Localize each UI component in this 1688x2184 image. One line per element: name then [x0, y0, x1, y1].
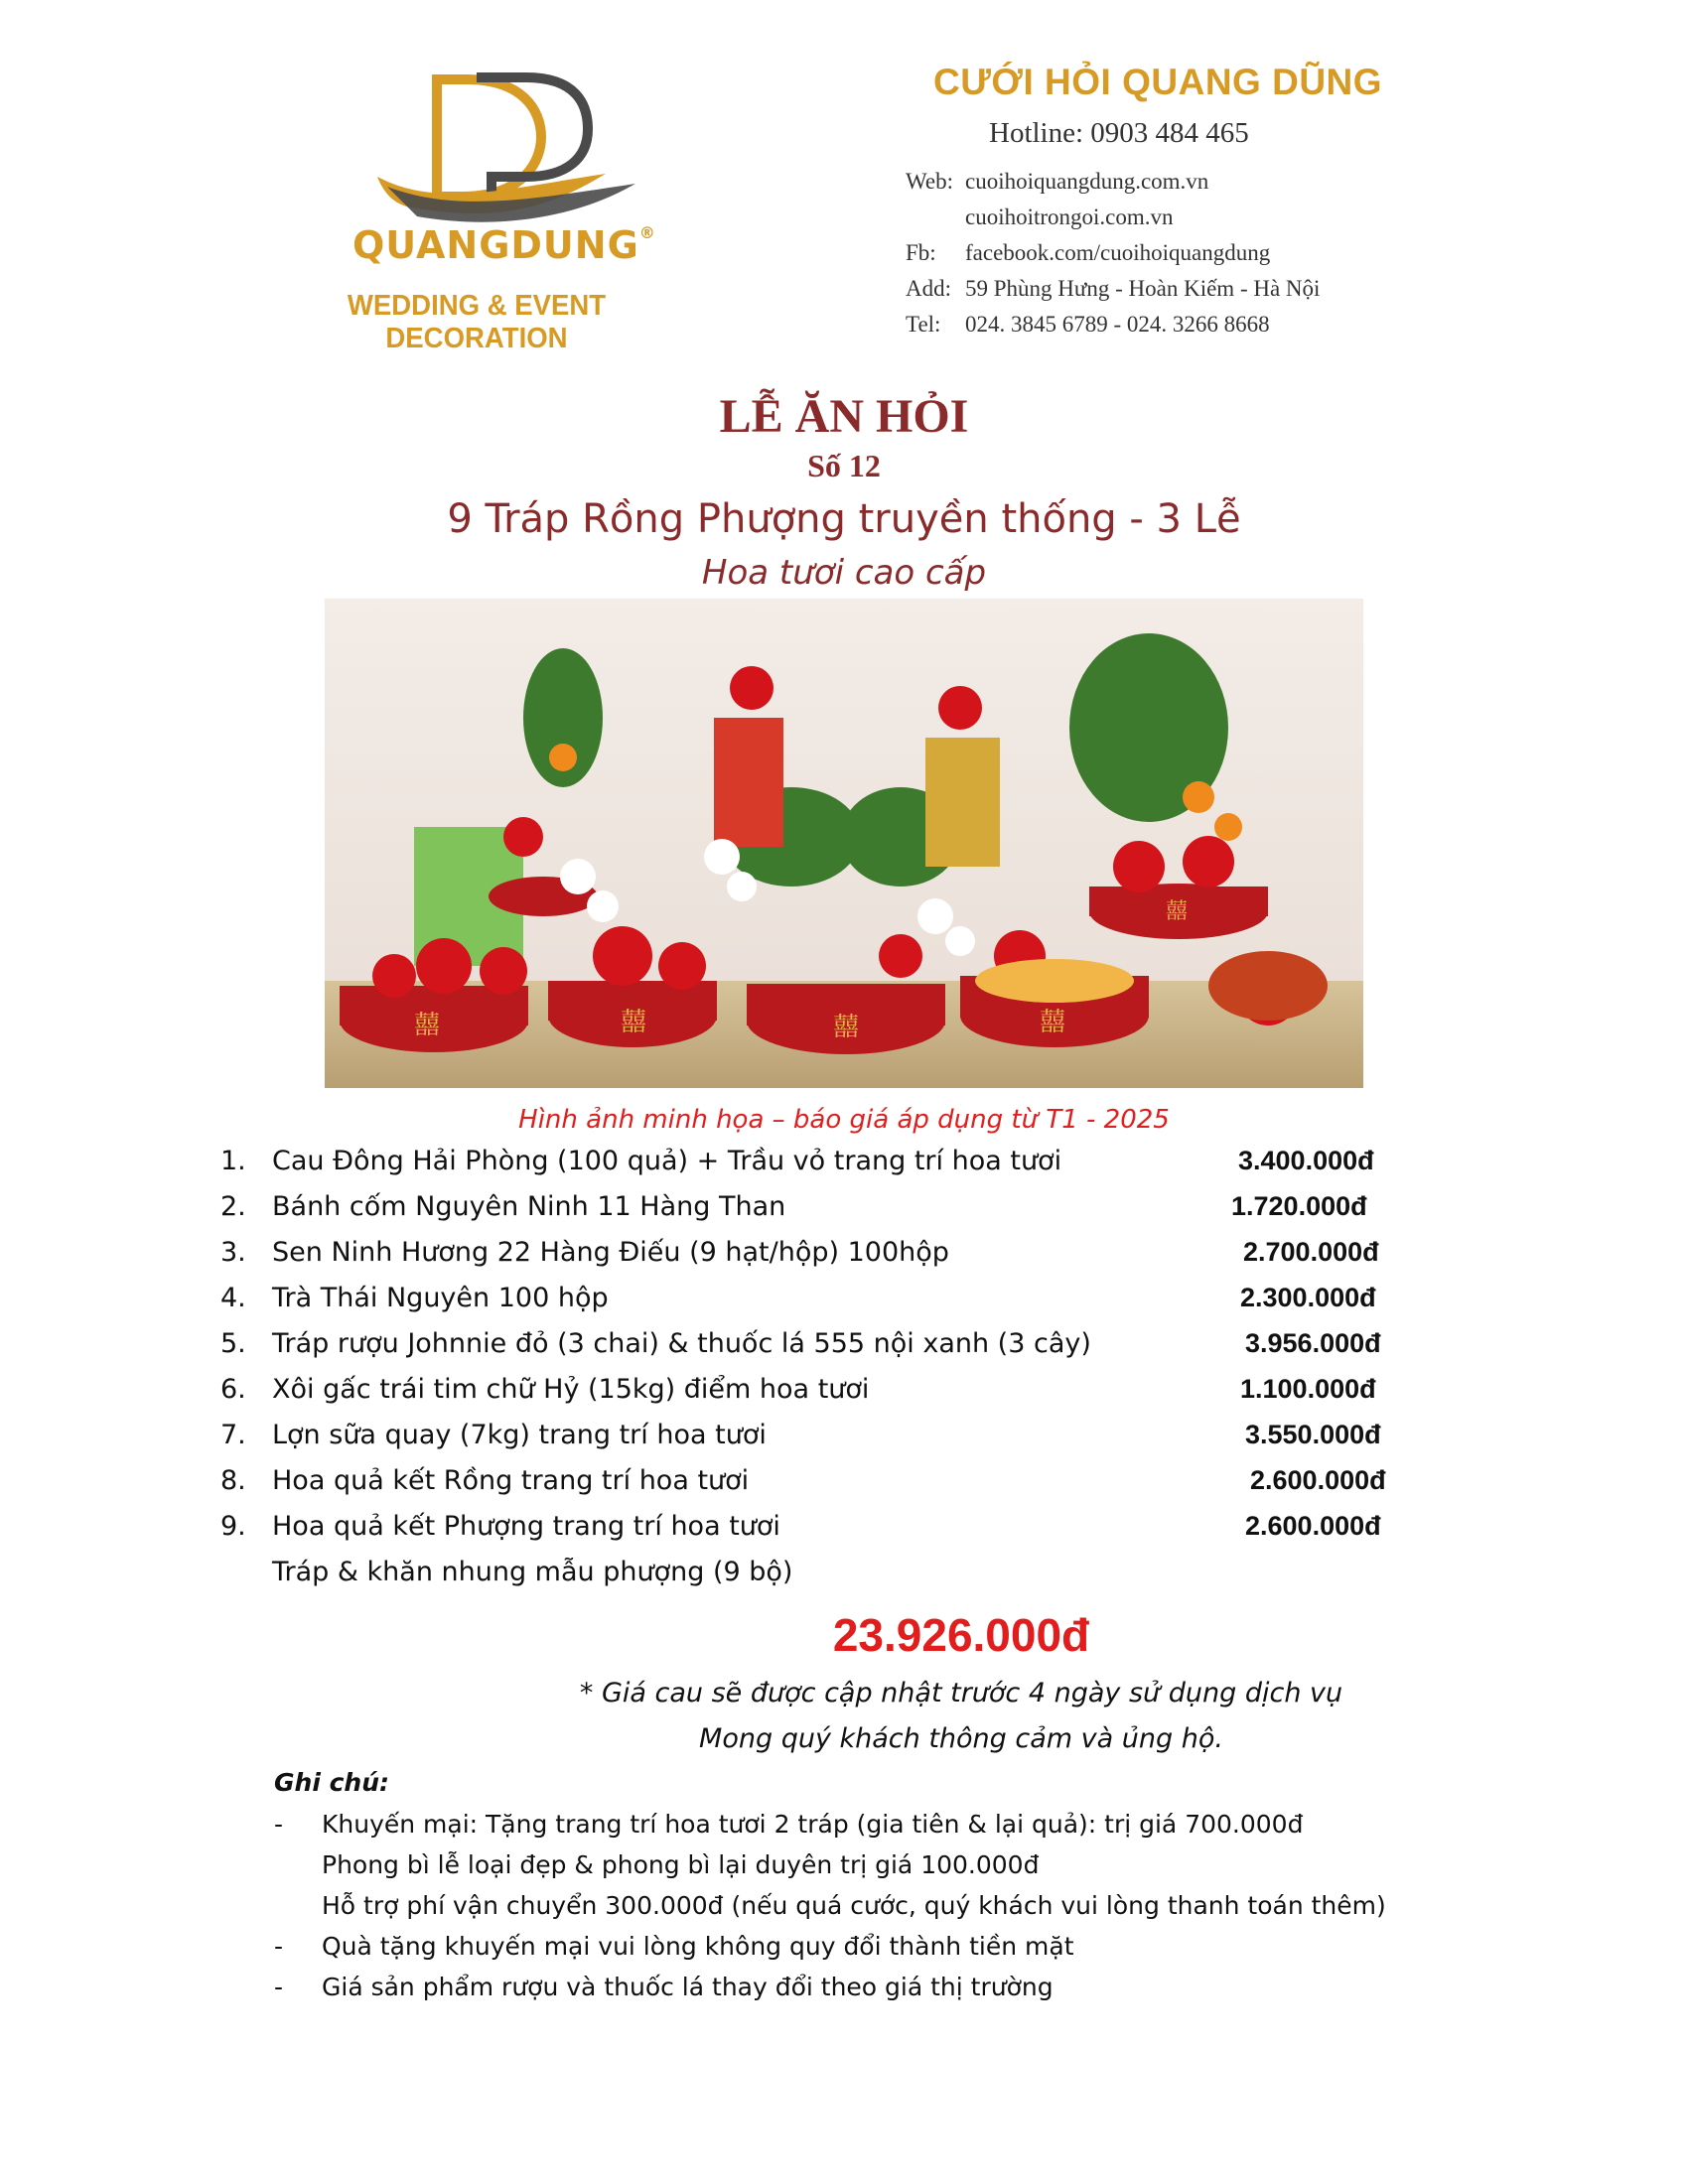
brand-name: QUANGDUNG®: [352, 223, 656, 267]
item-price: 3.550.000đ: [1245, 1420, 1381, 1449]
contact-phone: Tel: 024. 3845 6789 - 024. 3266 8668: [906, 312, 1270, 337]
svg-text:囍: 囍: [1040, 1008, 1066, 1037]
photo-caption: Hình ảnh minh họa – báo giá áp dụng từ T1 - 2025: [518, 1105, 1170, 1135]
item-price: 1.720.000đ: [1231, 1191, 1367, 1221]
svg-text:囍: 囍: [833, 1013, 860, 1042]
notes-heading: Ghi chú:: [274, 1768, 390, 1797]
item-price: 2.700.000đ: [1243, 1237, 1379, 1267]
hotline: Hotline: 0903 484 465: [989, 117, 1249, 149]
item-price: 3.956.000đ: [1245, 1328, 1381, 1358]
company-name: CƯỚI HỎI QUANG DŨNG: [933, 62, 1383, 102]
item-price: 3.400.000đ: [1238, 1146, 1374, 1175]
svg-text:囍: 囍: [1166, 899, 1189, 924]
contact-facebook: Fb: facebook.com/cuoihoiquangdung: [906, 240, 1271, 265]
product-photo: [325, 599, 1363, 1088]
svg-text:囍: 囍: [414, 1011, 441, 1040]
svg-text:囍: 囍: [621, 1008, 647, 1037]
contact-web-2: cuoihoitrongoi.com.vn: [965, 205, 1174, 229]
total-price: 23.926.000đ: [832, 1609, 1090, 1661]
package-number: Số 12: [807, 448, 881, 483]
price-update-note: * Giá cau sẽ được cập nhật trước 4 ngày sử dụng dịch vụ: [579, 1678, 1343, 1708]
item-price: 2.600.000đ: [1245, 1511, 1381, 1541]
item-price: 2.300.000đ: [1240, 1283, 1376, 1312]
package-subtitle: Hoa tươi cao cấp: [701, 553, 987, 593]
page-title: LỄ ĂN HỎI: [719, 390, 969, 443]
item-price: 2.600.000đ: [1250, 1465, 1386, 1495]
thanks-note: Mong quý khách thông cảm và ủng hộ.: [699, 1723, 1223, 1754]
contact-web: Web: cuoihoiquangdung.com.vn: [906, 169, 1209, 194]
contact-address: Add: 59 Phùng Hưng - Hoàn Kiếm - Hà Nội: [906, 276, 1321, 301]
brand-tagline: WEDDING & EVENT DECORATION: [347, 290, 607, 354]
package-name: 9 Tráp Rồng Phượng truyền thống - 3 Lễ: [447, 496, 1241, 542]
item-price: 1.100.000đ: [1240, 1374, 1376, 1404]
